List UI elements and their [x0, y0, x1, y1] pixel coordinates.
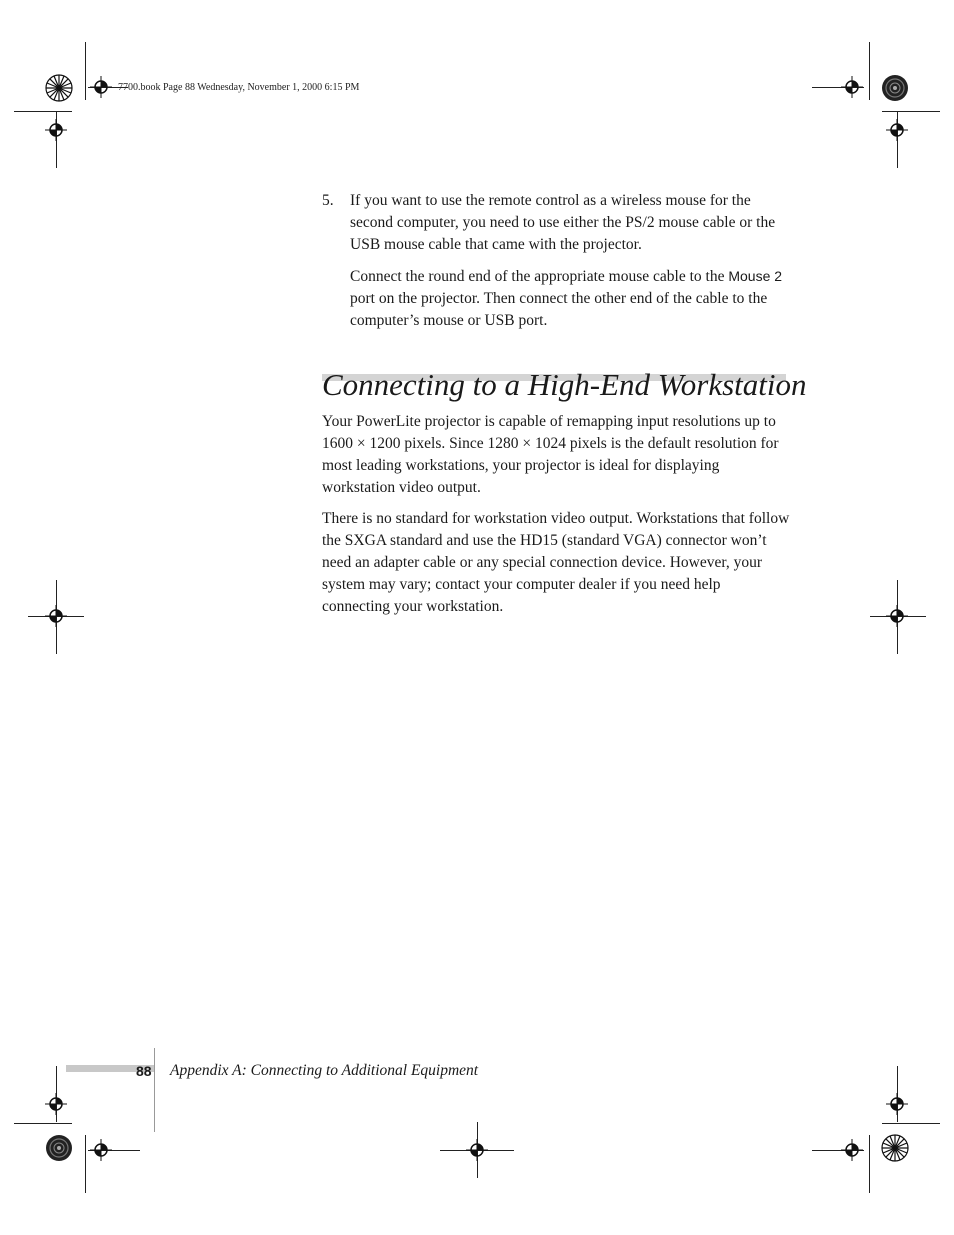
step-body	[350, 190, 792, 332]
crosshair-mark-icon	[841, 76, 863, 98]
step-text: port on the projector. Then connect the other end of the cable to the computer’s mouse or USB port.	[350, 290, 768, 329]
body-paragraph	[322, 508, 792, 618]
footer-divider	[154, 1048, 155, 1132]
body-paragraph	[322, 411, 792, 499]
port-name: Mouse 2	[728, 268, 783, 284]
ring-mark-icon	[882, 75, 908, 101]
paragraph-text: Your PowerLite projector is capable of remapping input resolutions up to 1600 × 1200 pixels. Since 1280 × 1024 pixels is the default resolution for most leading workstations, your projector is ideal for displaying workstation video output.	[322, 413, 779, 496]
crosshair-mark-icon	[886, 605, 908, 627]
starburst-mark-icon	[882, 1135, 908, 1161]
crosshair-mark-icon	[90, 1139, 112, 1161]
running-footer: Appendix A: Connecting to Additional Equipment	[170, 1062, 479, 1079]
crosshair-mark-icon	[466, 1139, 488, 1161]
step-paragraph	[350, 265, 792, 332]
crosshair-mark-icon	[841, 1139, 863, 1161]
step-text: Connect the round end of the appropriate mouse cable to the	[350, 268, 729, 285]
section-heading: Connecting to a High-End Workstation	[322, 367, 807, 402]
crosshair-mark-icon	[90, 76, 112, 98]
page-number: 88	[136, 1063, 152, 1079]
crosshair-mark-icon	[886, 1093, 908, 1115]
print-slug-line: 7700.book Page 88 Wednesday, November 1, 2000 6:15 PM	[118, 82, 360, 93]
crosshair-mark-icon	[886, 119, 908, 141]
ring-mark-icon	[46, 1135, 72, 1161]
crosshair-mark-icon	[45, 605, 67, 627]
paragraph-text: There is no standard for workstation video output. Workstations that follow the SXGA standard and use the HD15 (standard VGA) connector won’t need an adapter cable or any special connection device. However, your system may vary; contact your computer dealer if you need help connecting your workstation.	[322, 510, 790, 615]
crosshair-mark-icon	[45, 119, 67, 141]
crosshair-mark-icon	[45, 1093, 67, 1115]
step-paragraph: If you want to use the remote control as a wireless mouse for the second computer, you need to use either the PS/2 mouse cable or the USB mouse cable that came with the projector.	[350, 192, 776, 253]
starburst-mark-icon	[46, 75, 72, 101]
step-number: 5.	[322, 192, 334, 209]
numbered-step	[322, 190, 792, 341]
